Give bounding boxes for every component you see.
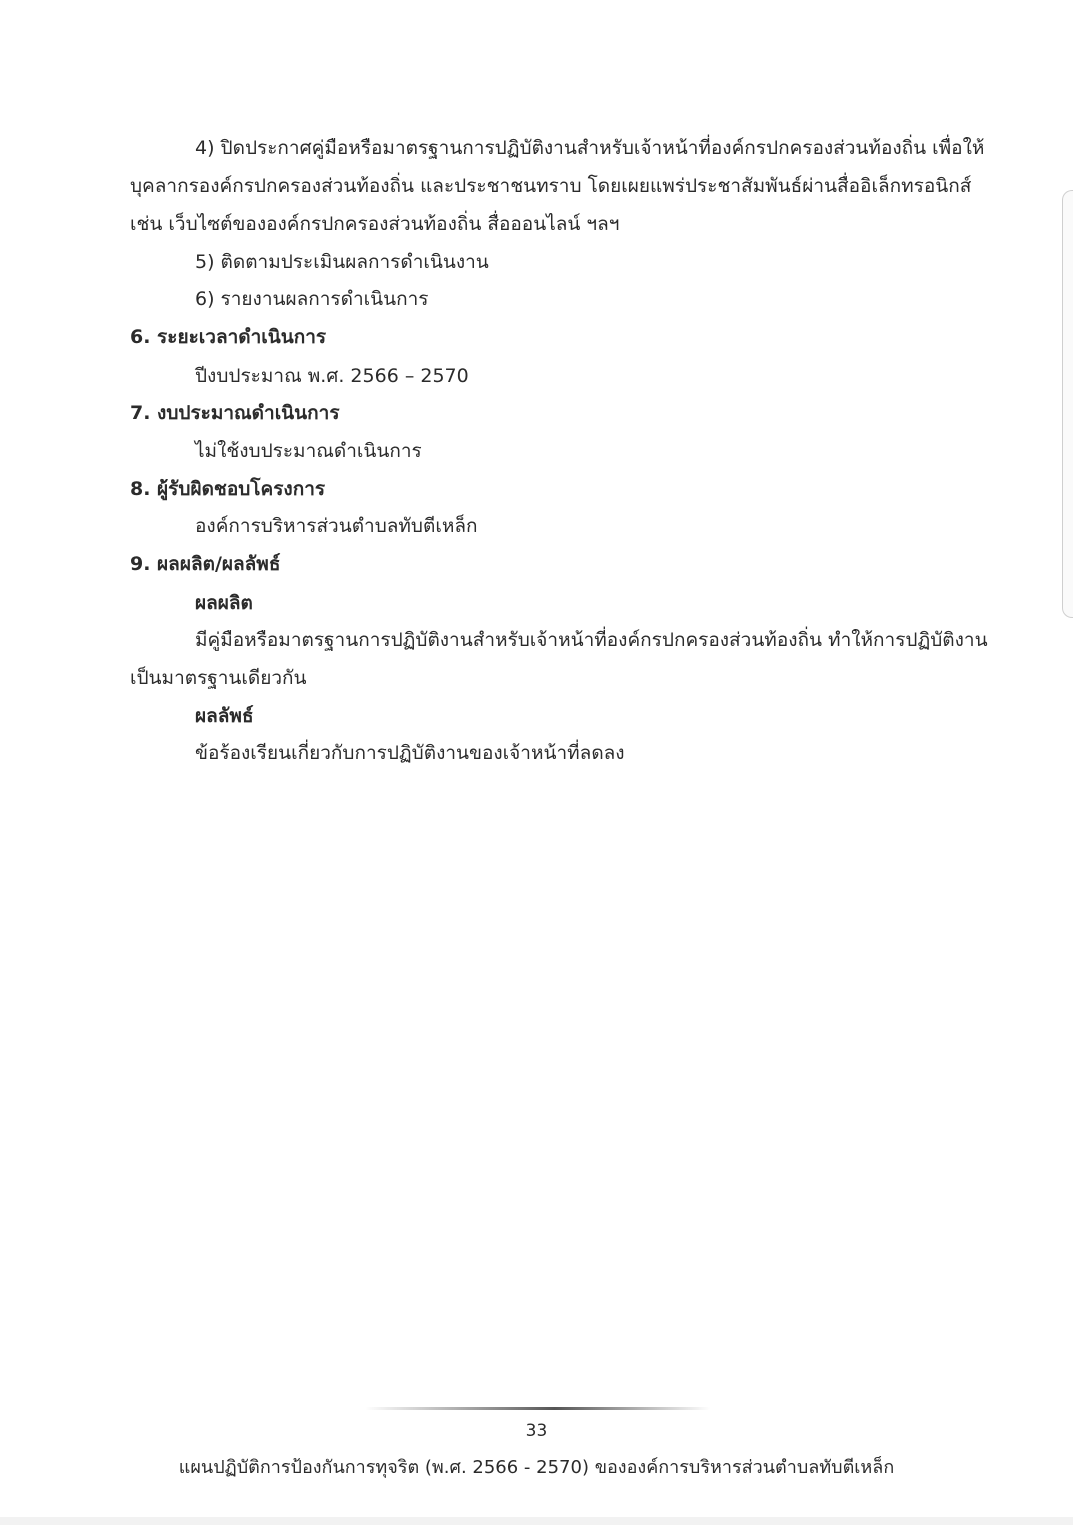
paragraph-step4-line2: บุคลากรองค์กรปกครองส่วนท้องถิ่น และประชาชนทราบ โดยเผยแพร่ประชาสัมพันธ์ผ่านสื่ออิเล็กทรอนิกส์ bbox=[130, 175, 972, 197]
step5-text: 5) ติดตามประเมินผลการดำเนินงาน bbox=[195, 251, 489, 273]
section7-heading: 7. งบประมาณดำเนินการ bbox=[130, 402, 340, 424]
section8-heading: 8. ผู้รับผิดชอบโครงการ bbox=[130, 478, 326, 500]
section7-text: ไม่ใช้งบประมาณดำเนินการ bbox=[195, 440, 422, 462]
section6-text: ปีงบประมาณ พ.ศ. 2566 – 2570 bbox=[195, 365, 469, 387]
footer-title: แผนปฏิบัติการป้องกันการทุจริต (พ.ศ. 2566 - 2570) ขององค์การบริหารส่วนตำบลทับตีเหล็ก bbox=[178, 1457, 895, 1478]
output-heading: ผลผลิต bbox=[195, 592, 253, 614]
page-number: 33 bbox=[525, 1421, 548, 1441]
section9-heading: 9. ผลผลิต/ผลลัพธ์ bbox=[130, 553, 281, 575]
outcome-heading: ผลลัพธ์ bbox=[195, 705, 254, 727]
step6-text: 6) รายงานผลการดำเนินการ bbox=[195, 288, 429, 310]
section8-text: องค์การบริหารส่วนตำบลทับตีเหล็ก bbox=[195, 515, 478, 537]
paragraph-step4-line3: เช่น เว็บไซต์ขององค์กรปกครองส่วนท้องถิ่น สื่อออนไลน์ ฯลฯ bbox=[130, 213, 620, 235]
paragraph-step4-line1: 4) ปิดประกาศคู่มือหรือมาตรฐานการปฏิบัติงานสำหรับเจ้าหน้าที่องค์กรปกครองส่วนท้องถิ่น เพื่อให้ bbox=[195, 137, 985, 159]
footer-divider bbox=[365, 1407, 710, 1410]
outcome-text: ข้อร้องเรียนเกี่ยวกับการปฏิบัติงานของเจ้าหน้าที่ลดลง bbox=[195, 742, 625, 764]
side-scroll-tab[interactable] bbox=[1062, 190, 1073, 618]
output-line2: เป็นมาตรฐานเดียวกัน bbox=[130, 667, 307, 689]
section6-heading: 6. ระยะเวลาดำเนินการ bbox=[130, 326, 327, 348]
output-line1: มีคู่มือหรือมาตรฐานการปฏิบัติงานสำหรับเจ้าหน้าที่องค์กรปกครองส่วนท้องถิ่น ทำให้การปฏิบัติงาน bbox=[195, 629, 988, 651]
